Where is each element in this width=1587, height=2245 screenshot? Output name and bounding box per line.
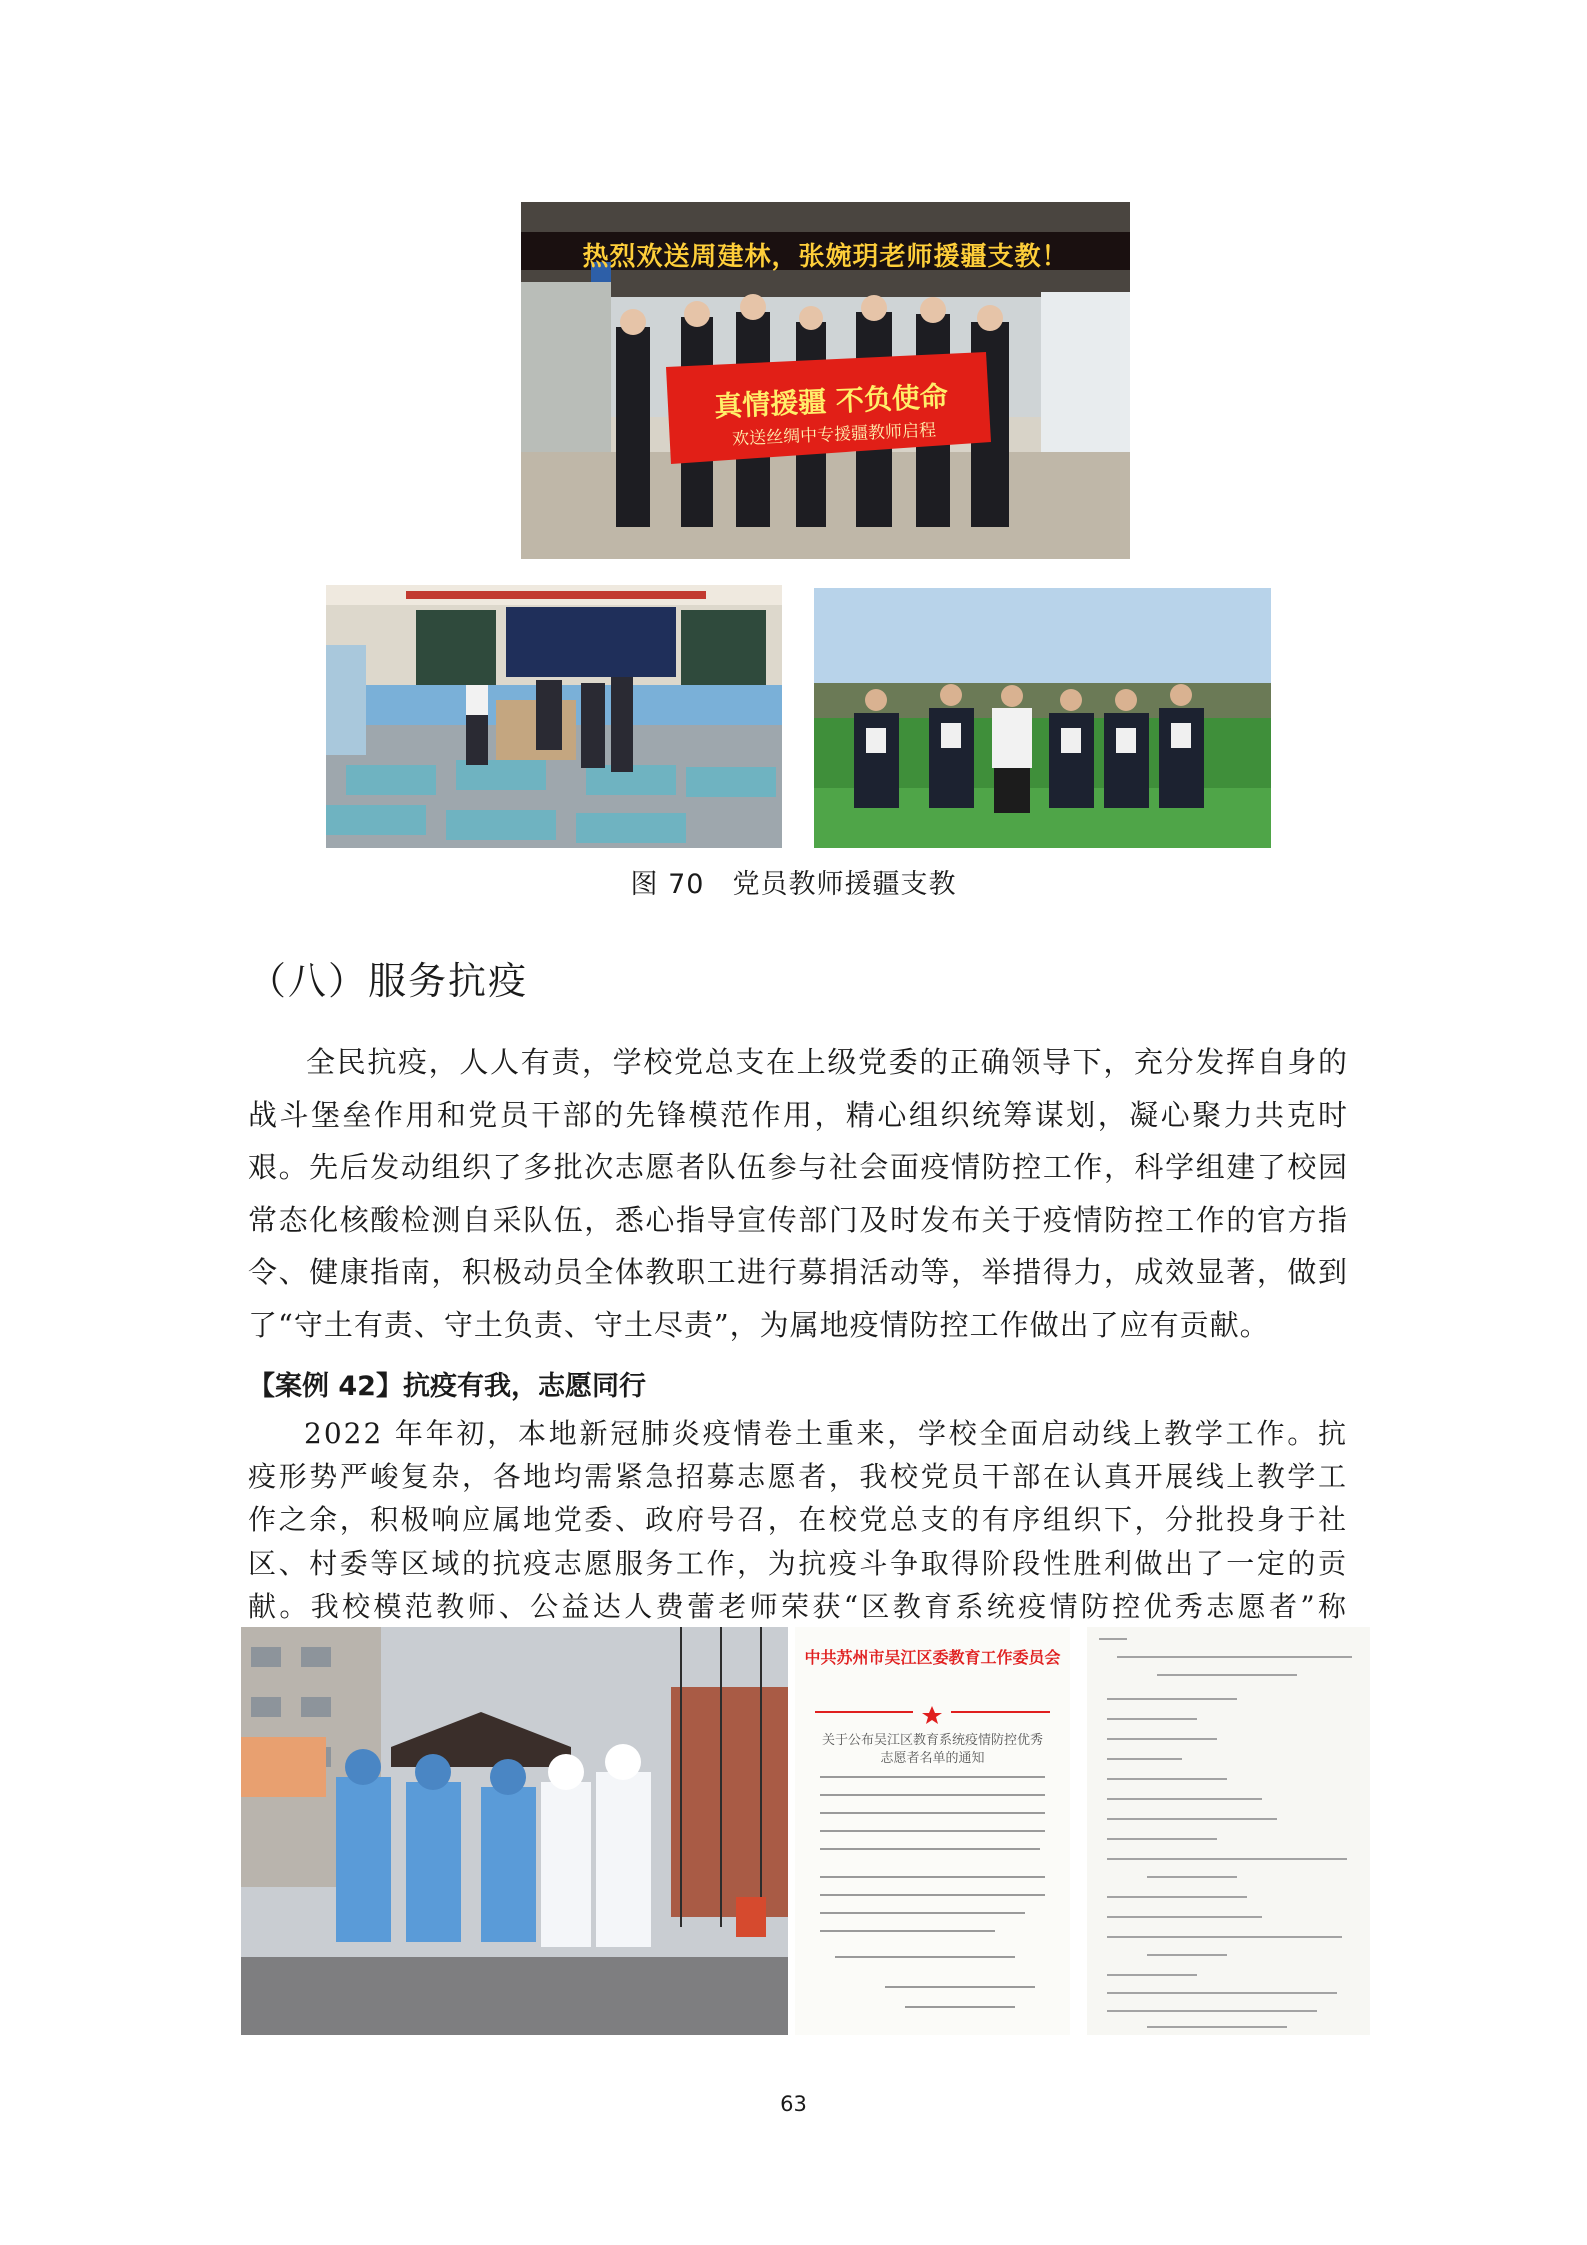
sports-field-photo	[814, 588, 1271, 848]
page-number: 63	[780, 2092, 807, 2116]
body-paragraph: 全民抗疫，人人有责，学校党总支在上级党委的正确领导下，充分发挥自身的战斗堡垒作用和党员干部的先锋模范作用，精心组织统筹谋划，凝心聚力共克时艰。先后发动组织了多批次志愿者队伍参与社会面疫情防控工作，科学组建了校园常态化核酸检测自采队伍，悉心指导宣传部门及时发布关于疫情防控工作的官方指令、健康指南，积极动员全体教职工进行募捐活动等，举措得力，成效显著，做到了“守土有责、守土负责、守土尽责”，为属地疫情防控工作做出了应有贡献。	[248, 1045, 1348, 1342]
volunteers-photo	[241, 1627, 788, 2035]
notice-letterhead: 中共苏州市吴江区委教育工作委员会	[804, 1648, 1061, 1667]
case-paragraph: 2022 年年初，本地新冠肺炎疫情卷土重来，学校全面启动线上教学工作。抗疫形势严峻复杂，各地均需紧急招募志愿者，我校党员干部在认真开展线上教学工作之余，积极响应属地党委、政府号召，在校党总支的有序组织下，分批投身于社区、村委等区域的抗疫志愿服务工作，为抗疫斗争取得阶段性胜利做出了一定的贡献。我校模范教师、公益达人费蕾老师荣获“区教育系统疫情防控优秀志愿者”称	[248, 1417, 1348, 1623]
section-heading: （八）服务抗疫	[248, 959, 529, 1003]
case-title-text: 抗疫有我，志愿同行	[402, 1371, 646, 1402]
farewell-group-photo	[521, 202, 1130, 559]
red-banner-sub-text: 欢送丝绸中专援疆教师启程	[731, 420, 937, 450]
figure-caption: 图 70 党员教师援疆支教	[630, 869, 957, 900]
notice-subject-line-1: 关于公布吴江区教育系统疫情防控优秀	[821, 1733, 1043, 1748]
official-notice-photo	[795, 1627, 1070, 2035]
classroom-photo	[326, 585, 782, 848]
case-label: 【案例 42】	[248, 1371, 403, 1402]
volunteer-list-photo	[1087, 1627, 1370, 2035]
red-banner-main-text: 真情援疆 不负使命	[713, 379, 949, 424]
notice-subject-line-2: 志愿者名单的通知	[880, 1751, 985, 1766]
banner-top-text: 热烈欢送周建林，张婉玥老师援疆支教！	[582, 242, 1069, 272]
case-title	[248, 1364, 646, 1403]
